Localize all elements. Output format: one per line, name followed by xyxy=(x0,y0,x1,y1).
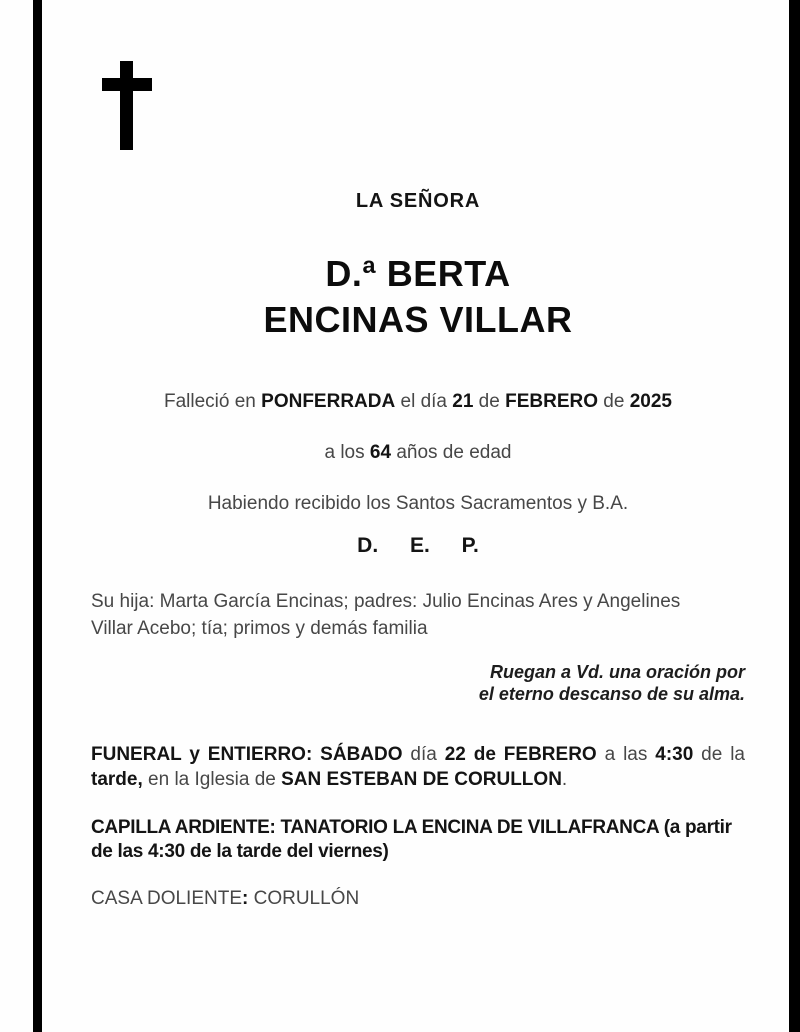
family-line2: Villar Acebo; tía; primos y demás familia xyxy=(91,618,428,639)
chapel-line1: CAPILLA ARDIENTE: TANATORIO LA ENCINA DE VILLAFRANCA (a partir xyxy=(91,817,732,838)
prayer-request xyxy=(91,661,745,705)
chapel-line2: de las 4:30 de la tarde del viernes) xyxy=(91,841,389,862)
deceased-name-line1: D.ª BERTA xyxy=(325,253,511,294)
funeral-line2: tarde, en la Iglesia de SAN ESTEBAN DE CORULLON. xyxy=(91,769,568,790)
family-paragraph xyxy=(91,588,745,642)
frame-right-border xyxy=(789,0,800,1032)
funeral-line1: FUNERAL y ENTIERRO: SÁBADO día 22 de FEBRERO a las 4:30 de la xyxy=(91,744,745,765)
family-line1: Su hija: Marta García Encinas; padres: Julio Encinas Ares y Angelines xyxy=(91,591,681,612)
cross-icon xyxy=(102,61,152,150)
dep-abbreviation: D. E. P. xyxy=(357,534,479,557)
prayer-line2: el eterno descanso de su alma. xyxy=(478,684,745,704)
prayer-line1: Ruegan a Vd. una oración por xyxy=(489,662,745,682)
deceased-name-line2: ENCINAS VILLAR xyxy=(263,299,573,340)
death-date-line: Falleció en PONFERRADA el día 21 de FEBRERO de 2025 xyxy=(163,391,672,412)
mourning-house-line: CASA DOLIENTE: CORULLÓN xyxy=(91,888,360,909)
deceased-name xyxy=(91,251,745,343)
age-line: a los 64 años de edad xyxy=(324,442,512,463)
frame-left-border xyxy=(33,0,42,1032)
funeral-info xyxy=(91,742,745,792)
chapel-info xyxy=(91,816,745,864)
honorific-label: LA SEÑORA xyxy=(355,190,481,212)
sacraments-line: Habiendo recibido los Santos Sacramentos y B.A. xyxy=(207,493,629,514)
